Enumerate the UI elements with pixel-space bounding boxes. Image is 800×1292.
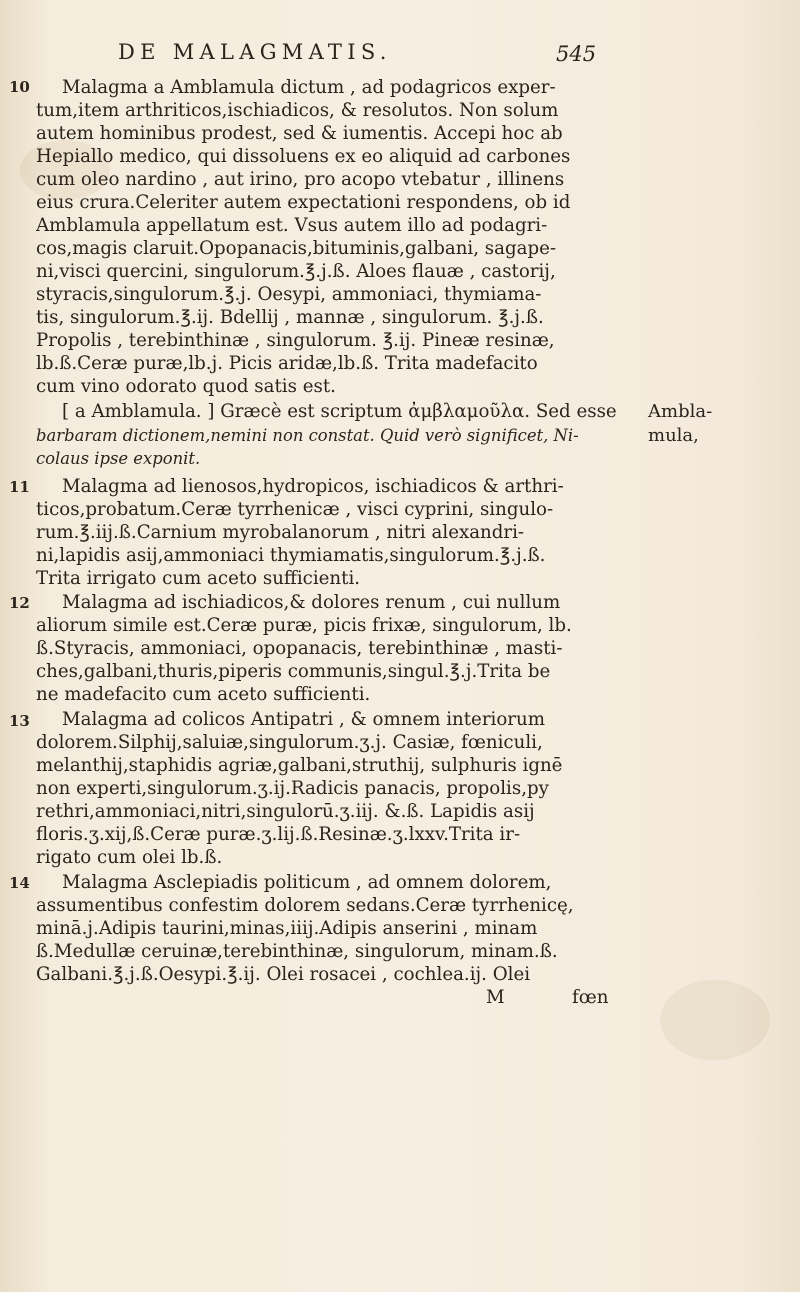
margin-note: mula, (648, 425, 699, 446)
text-line: non experti,singulorum.ʒ.ij.Radicis panacis, propolis,py (36, 778, 549, 799)
text-line: tis, singulorum.℥.ij. Bdellij , mannæ , singulorum. ℥.j.ß. (36, 307, 544, 328)
text-line: floris.ʒ.xij,ß.Ceræ puræ.ʒ.lij.ß.Resinæ.ʒ.lxxv.Trita ir- (36, 824, 521, 845)
note-line: [ a Amblamula. ] Græcè est scriptum ἀμβλαμοῦλα. Sed esse (62, 401, 617, 422)
text-line: Hepiallo medico, qui dissoluens ex eo aliquid ad carbones (36, 146, 571, 167)
page-header (0, 40, 800, 74)
entry-number: 13 (9, 712, 30, 730)
text-line: cum vino odorato quod satis est. (36, 376, 336, 397)
text-line: ticos,probatum.Ceræ tyrrhenicæ , visci cyprini, singulo- (36, 499, 554, 520)
text-line: ni,lapidis asij,ammoniaci thymiamatis,singulorum.℥.j.ß. (36, 545, 546, 566)
text-line: assumentibus confestim dolorem sedans.Ceræ tyrrhenicę, (36, 895, 574, 916)
text-line: rethri,ammoniaci,nitri,singulorū.ʒ.iij. &.ß. Lapidis asij (36, 801, 535, 822)
text-line: melanthij,staphidis agriæ,galbani,struthij, sulphuris ignē (36, 755, 563, 776)
text-line: rigato cum olei lb.ß. (36, 847, 223, 868)
entry-number: 12 (9, 594, 30, 612)
text-line: Malagma ad ischiadicos,& dolores renum , cui nullum (62, 592, 561, 613)
text-line: Trita irrigato cum aceto sufficienti. (36, 568, 361, 589)
text-line: ß.Styracis, ammoniaci, opopanacis, terebinthinæ , masti- (36, 638, 563, 659)
entry-number: 14 (9, 874, 30, 892)
text-line: styracis,singulorum.℥.j. Oesypi, ammoniaci, thymiama- (36, 284, 542, 305)
text-line: Amblamula appellatum est. Vsus autem illo ad podagri- (36, 215, 548, 236)
text-line: Malagma ad colicos Antipatri , & omnem interiorum (62, 709, 545, 730)
text-line: rum.℥.iij.ß.Carnium myrobalanorum , nitri alexandri- (36, 522, 525, 543)
page-number: 545 (556, 42, 597, 66)
text-line: cos,magis claruit.Opopanacis,bituminis,galbani, sagape- (36, 238, 557, 259)
margin-note: Ambla- (648, 401, 713, 422)
text-line: cum oleo nardino , aut irino, pro acopo vtebatur , illinens (36, 169, 565, 190)
text-line: autem hominibus prodest, sed & iumentis. Accepi hoc ab (36, 123, 563, 144)
text-line: aliorum simile est.Ceræ puræ, picis frixæ, singulorum, lb. (36, 615, 572, 636)
text-line: Malagma a Amblamula dictum , ad podagricos exper- (62, 77, 556, 98)
text-line: ches,galbani,thuris,piperis communis,singul.℥.j.Trita be (36, 661, 551, 682)
note-line: colaus ipse exponit. (36, 449, 201, 468)
text-line: dolorem.Silphij,saluiæ,singulorum.ʒ.j. Casiæ, fœniculi, (36, 732, 543, 753)
text-line: Malagma Asclepiadis politicum , ad omnem dolorem, (62, 872, 552, 893)
text-line: Malagma ad lienosos,hydropicos, ischiadicos & arthri- (62, 476, 564, 497)
text-line: Propolis , terebinthinæ , singulorum. ℥.ij. Pineæ resinæ, (36, 330, 555, 351)
entry-number: 10 (9, 78, 30, 96)
running-title: DE MALAGMATIS. (118, 40, 392, 64)
note-line: barbaram dictionem,nemini non constat. Quid verò significet, Ni- (36, 426, 579, 445)
text-line: eius crura.Celeriter autem expectationi respondens, ob id (36, 192, 571, 213)
text-line: ni,visci quercini, singulorum.℥.j.ß. Aloes flauæ , castorij, (36, 261, 556, 282)
text-line: minā.j.Adipis taurini,minas,iiij.Adipis anserini , minam (36, 918, 538, 939)
catchword: fœn (572, 987, 609, 1008)
paper-stain (660, 980, 770, 1060)
text-line: tum,item arthriticos,ischiadicos, & resolutos. Non solum (36, 100, 559, 121)
text-line: Galbani.℥.j.ß.Oesypi.℥.ij. Olei rosacei , cochlea.ij. Olei (36, 964, 531, 985)
text-line: lb.ß.Ceræ puræ,lb.j. Picis aridæ,lb.ß. Trita madefacito (36, 353, 538, 374)
entry-number: 11 (9, 478, 30, 496)
signature-mark: M (486, 987, 505, 1008)
text-line: ne madefacito cum aceto sufficienti. (36, 684, 371, 705)
text-line: ß.Medullæ ceruinæ,terebinthinæ, singulorum, minam.ß. (36, 941, 558, 962)
